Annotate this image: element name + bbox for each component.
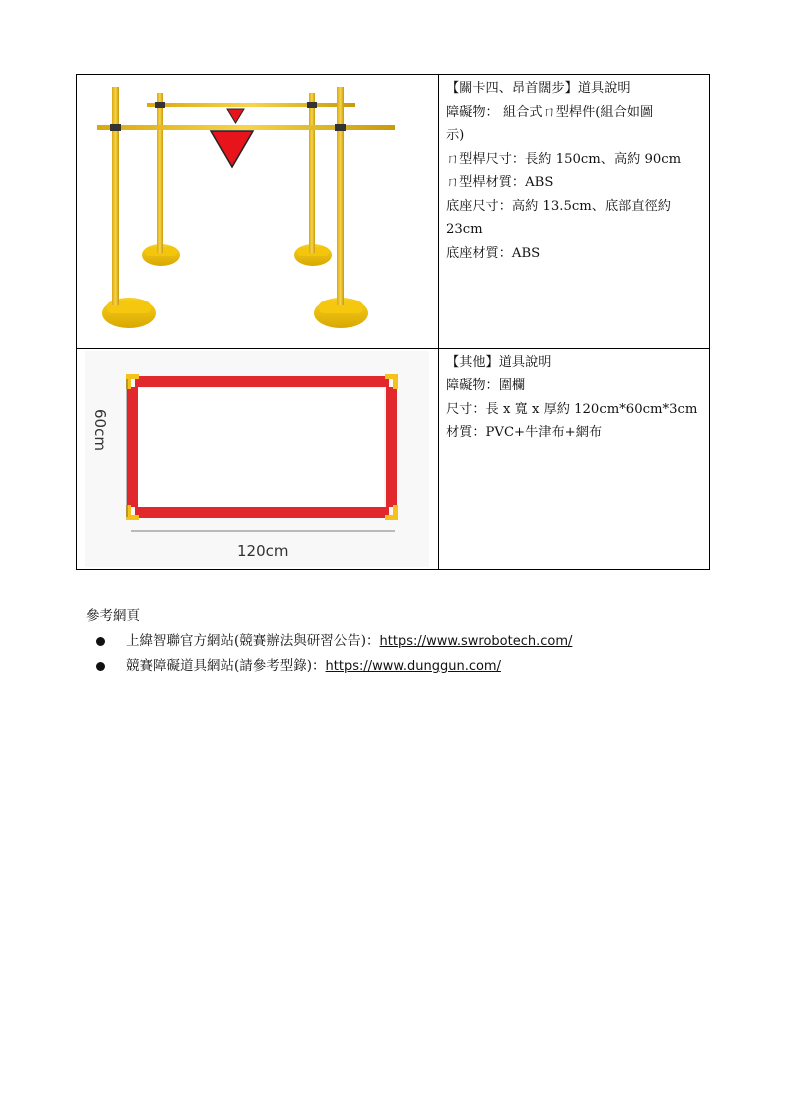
hurdle-desc-material: ㄇ型桿材質：ABS: [446, 175, 554, 190]
fence-right-bar: [386, 387, 397, 507]
front-left-base: [102, 298, 156, 328]
back-crossbar: [147, 103, 355, 107]
hurdle-desc-base-size-cont: 23cm: [446, 222, 483, 237]
hurdle-illustration: [77, 75, 437, 347]
bullet-icon: [96, 637, 105, 646]
back-left-pole: [157, 93, 163, 253]
hurdle-desc-obstacle: 障礙物： 組合式ㄇ型桿件(組合如圖: [446, 104, 654, 120]
front-red-marker: [211, 131, 253, 167]
fence-desc-size: 尺寸：長 x 寬 x 厚約 120cm*60cm*3cm: [446, 401, 698, 417]
hurdle-desc-size: ㄇ型桿尺寸：長約 150cm、高約 90cm: [446, 151, 682, 167]
fence-top-bar: [135, 376, 389, 387]
references-title: 參考網頁: [86, 608, 140, 624]
hurdle-desc-base-size: 底座尺寸：高約 13.5cm、底部直徑約: [446, 198, 671, 214]
references-list: [86, 629, 572, 679]
back-red-marker: [227, 109, 244, 123]
reference-text: 競賽障礙道具網站(請參考型錄)：: [126, 658, 326, 674]
list-item: [86, 654, 572, 679]
table-row-fence: [77, 348, 710, 569]
fence-desc-obstacle: 障礙物：圍欄: [446, 378, 526, 394]
fence-illustration: [77, 349, 437, 569]
fence-left-bar: [127, 387, 138, 507]
bullet-icon: [96, 662, 105, 671]
fence-image-cell: [77, 348, 439, 569]
fence-width-label: 120cm: [237, 541, 289, 560]
reference-link-swrobotech[interactable]: https://www.swrobotech.com/: [379, 634, 573, 649]
hurdle-image-cell: [77, 75, 439, 349]
hurdle-desc-obstacle-cont: 示): [446, 128, 465, 143]
fence-desc-material: 材質：PVC+牛津布+網布: [446, 425, 603, 441]
front-right-pole: [337, 87, 344, 305]
fence-bottom-bar: [135, 507, 389, 518]
front-left-pole: [112, 87, 119, 305]
front-crossbar: [97, 125, 395, 130]
back-right-pole: [309, 93, 315, 253]
fence-description: [439, 348, 710, 569]
table-row-hurdle: [77, 75, 710, 349]
fence-mesh: [137, 387, 385, 515]
fence-desc-title: 【其他】道具說明: [446, 354, 552, 370]
hurdle-desc-base-material: 底座材質：ABS: [446, 245, 541, 261]
reference-link-dunggun[interactable]: https://www.dunggun.com/: [325, 659, 501, 674]
fence-height-label: 60cm: [91, 408, 109, 451]
hurdle-desc-title: 【關卡四、昂首闊步】道具說明: [446, 81, 631, 96]
props-table: [76, 74, 710, 570]
list-item: [86, 629, 572, 654]
references-section: [86, 604, 572, 679]
reference-text: 上緯智聯官方網站(競賽辦法與研習公告)：: [126, 633, 380, 649]
hurdle-description: [439, 75, 710, 349]
